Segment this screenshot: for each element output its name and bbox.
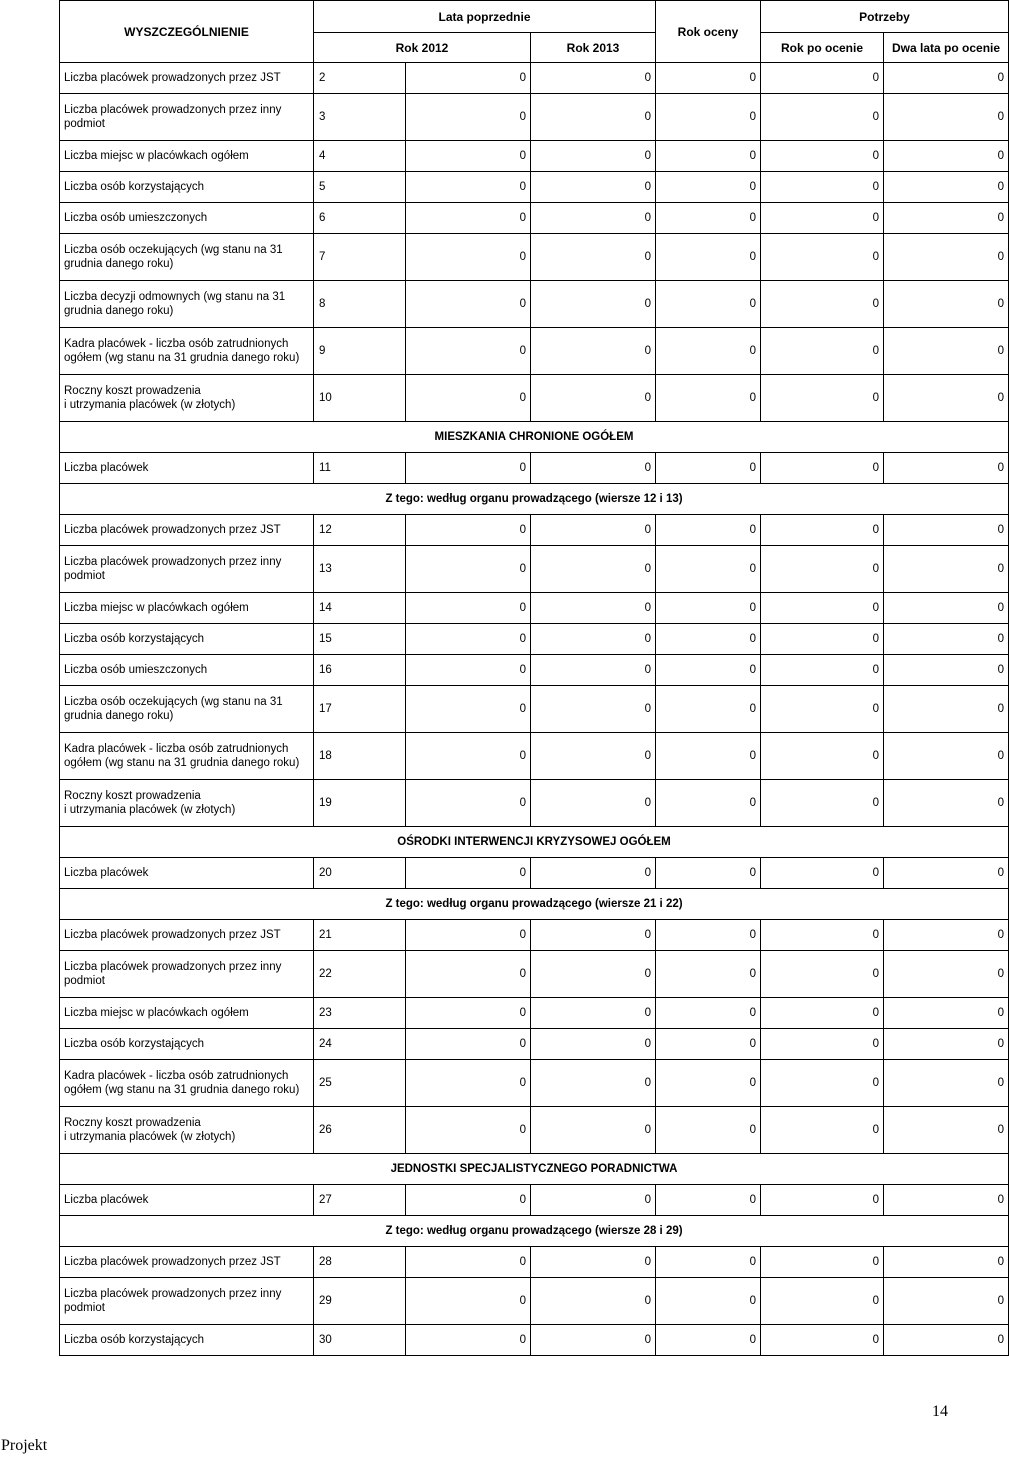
section-row [60, 1216, 1009, 1247]
row-value: 0 [884, 203, 1009, 234]
row-value: 0 [531, 686, 656, 733]
row-value: 0 [406, 624, 531, 655]
row-value: 0 [884, 780, 1009, 827]
section-row [60, 889, 1009, 920]
row-value: 0 [761, 63, 884, 94]
row-label: Liczba miejsc w placówkach ogółem [60, 593, 314, 624]
row-value: 0 [531, 624, 656, 655]
row-value: 0 [884, 375, 1009, 422]
row-number: 22 [314, 951, 406, 998]
row-value: 0 [761, 780, 884, 827]
row-value: 0 [531, 453, 656, 484]
row-number: 2 [314, 63, 406, 94]
row-value: 0 [884, 858, 1009, 889]
row-number: 11 [314, 453, 406, 484]
table-row [60, 141, 1009, 172]
header-y2013: Rok 2013 [531, 33, 656, 63]
row-value: 0 [884, 686, 1009, 733]
table-row [60, 780, 1009, 827]
row-value: 0 [656, 951, 761, 998]
row-value: 0 [406, 1278, 531, 1325]
row-value: 0 [656, 998, 761, 1029]
row-value: 0 [531, 655, 656, 686]
row-number: 9 [314, 328, 406, 375]
row-value: 0 [406, 281, 531, 328]
table-row [60, 1029, 1009, 1060]
row-value: 0 [656, 1029, 761, 1060]
row-value: 0 [406, 951, 531, 998]
row-number: 14 [314, 593, 406, 624]
row-label: Liczba osób korzystających [60, 172, 314, 203]
row-value: 0 [656, 203, 761, 234]
row-value: 0 [656, 655, 761, 686]
table-row [60, 593, 1009, 624]
table-row [60, 624, 1009, 655]
row-value: 0 [761, 593, 884, 624]
row-value: 0 [761, 624, 884, 655]
row-label: Kadra placówek - liczba osób zatrudnionych ogółem (wg stanu na 31 grudnia danego roku) [60, 733, 314, 780]
row-value: 0 [406, 328, 531, 375]
row-value: 0 [406, 546, 531, 593]
row-value: 0 [406, 515, 531, 546]
section-title: JEDNOSTKI SPECJALISTYCZNEGO PORADNICTWA [60, 1154, 1009, 1185]
row-value: 0 [884, 951, 1009, 998]
table-row [60, 686, 1009, 733]
row-value: 0 [531, 1325, 656, 1356]
row-value: 0 [884, 63, 1009, 94]
row-value: 0 [531, 858, 656, 889]
row-number: 24 [314, 1029, 406, 1060]
row-value: 0 [656, 234, 761, 281]
row-value: 0 [531, 375, 656, 422]
row-value: 0 [406, 141, 531, 172]
row-label: Liczba placówek prowadzonych przez JST [60, 515, 314, 546]
row-value: 0 [761, 141, 884, 172]
row-value: 0 [406, 593, 531, 624]
row-value: 0 [531, 593, 656, 624]
table-row [60, 858, 1009, 889]
row-value: 0 [531, 172, 656, 203]
table-row [60, 1060, 1009, 1107]
row-value: 0 [884, 141, 1009, 172]
row-value: 0 [761, 998, 884, 1029]
row-label: Liczba placówek prowadzonych przez JST [60, 1247, 314, 1278]
row-number: 4 [314, 141, 406, 172]
row-value: 0 [884, 1247, 1009, 1278]
row-value: 0 [531, 951, 656, 998]
row-value: 0 [884, 515, 1009, 546]
row-value: 0 [656, 328, 761, 375]
row-label: Roczny koszt prowadzenia i utrzymania placówek (w złotych) [60, 1107, 314, 1154]
table-row [60, 998, 1009, 1029]
table-row [60, 1278, 1009, 1325]
row-value: 0 [656, 141, 761, 172]
table-row [60, 655, 1009, 686]
row-label: Liczba placówek prowadzonych przez JST [60, 63, 314, 94]
row-value: 0 [406, 203, 531, 234]
row-label: Kadra placówek - liczba osób zatrudnionych ogółem (wg stanu na 31 grudnia danego roku) [60, 1060, 314, 1107]
row-label: Roczny koszt prowadzenia i utrzymania placówek (w złotych) [60, 375, 314, 422]
row-value: 0 [884, 733, 1009, 780]
row-value: 0 [884, 624, 1009, 655]
table-row [60, 94, 1009, 141]
row-number: 10 [314, 375, 406, 422]
row-value: 0 [884, 998, 1009, 1029]
row-value: 0 [531, 1185, 656, 1216]
row-value: 0 [531, 94, 656, 141]
row-value: 0 [656, 1107, 761, 1154]
row-value: 0 [406, 453, 531, 484]
row-value: 0 [531, 281, 656, 328]
row-value: 0 [884, 920, 1009, 951]
header-prev-years: Lata poprzednie [314, 1, 656, 33]
row-number: 20 [314, 858, 406, 889]
row-value: 0 [531, 141, 656, 172]
section-title: Z tego: według organu prowadzącego (wiersze 21 i 22) [60, 889, 1009, 920]
row-number: 23 [314, 998, 406, 1029]
row-label: Liczba miejsc w placówkach ogółem [60, 141, 314, 172]
row-value: 0 [761, 1278, 884, 1325]
row-value: 0 [656, 375, 761, 422]
row-value: 0 [761, 172, 884, 203]
row-label: Liczba osób korzystających [60, 624, 314, 655]
row-number: 3 [314, 94, 406, 141]
row-label: Kadra placówek - liczba osób zatrudnionych ogółem (wg stanu na 31 grudnia danego roku) [60, 328, 314, 375]
row-value: 0 [406, 375, 531, 422]
section-row [60, 1154, 1009, 1185]
row-value: 0 [406, 1107, 531, 1154]
table-row [60, 234, 1009, 281]
row-value: 0 [761, 328, 884, 375]
row-value: 0 [761, 1185, 884, 1216]
row-value: 0 [406, 920, 531, 951]
row-number: 21 [314, 920, 406, 951]
table-row [60, 1185, 1009, 1216]
row-value: 0 [531, 1278, 656, 1325]
row-value: 0 [884, 1185, 1009, 1216]
row-value: 0 [884, 453, 1009, 484]
row-value: 0 [761, 94, 884, 141]
footer-label: Projekt [1, 1437, 48, 1454]
row-value: 0 [656, 94, 761, 141]
row-number: 25 [314, 1060, 406, 1107]
row-value: 0 [761, 234, 884, 281]
row-value: 0 [761, 203, 884, 234]
row-label: Liczba placówek [60, 858, 314, 889]
row-value: 0 [761, 453, 884, 484]
table-row [60, 920, 1009, 951]
row-value: 0 [406, 655, 531, 686]
header-year-eval: Rok oceny [656, 1, 761, 63]
table-row [60, 203, 1009, 234]
table-row [60, 172, 1009, 203]
row-value: 0 [656, 780, 761, 827]
table-row [60, 375, 1009, 422]
row-value: 0 [406, 234, 531, 281]
table-row [60, 733, 1009, 780]
row-value: 0 [531, 328, 656, 375]
row-value: 0 [761, 655, 884, 686]
row-value: 0 [761, 858, 884, 889]
row-value: 0 [406, 733, 531, 780]
row-label: Roczny koszt prowadzenia i utrzymania placówek (w złotych) [60, 780, 314, 827]
row-label: Liczba decyzji odmownych (wg stanu na 31 grudnia danego roku) [60, 281, 314, 328]
row-value: 0 [531, 998, 656, 1029]
table-row [60, 281, 1009, 328]
statistics-table [59, 0, 1009, 1356]
row-value: 0 [884, 655, 1009, 686]
row-value: 0 [406, 172, 531, 203]
row-number: 30 [314, 1325, 406, 1356]
row-value: 0 [884, 281, 1009, 328]
row-label: Liczba miejsc w placówkach ogółem [60, 998, 314, 1029]
row-value: 0 [761, 375, 884, 422]
row-number: 27 [314, 1185, 406, 1216]
table-row [60, 63, 1009, 94]
header-needs: Potrzeby [761, 1, 1009, 33]
section-row [60, 422, 1009, 453]
row-value: 0 [656, 686, 761, 733]
row-value: 0 [531, 733, 656, 780]
row-value: 0 [406, 94, 531, 141]
header-spec: WYSZCZEGÓLNIENIE [60, 1, 314, 63]
row-value: 0 [884, 1029, 1009, 1060]
row-value: 0 [761, 1029, 884, 1060]
row-value: 0 [656, 453, 761, 484]
row-value: 0 [656, 281, 761, 328]
row-number: 29 [314, 1278, 406, 1325]
section-title: OŚRODKI INTERWENCJI KRYZYSOWEJ OGÓŁEM [60, 827, 1009, 858]
section-title: Z tego: według organu prowadzącego (wiersze 12 i 13) [60, 484, 1009, 515]
row-value: 0 [884, 94, 1009, 141]
row-value: 0 [761, 686, 884, 733]
row-number: 6 [314, 203, 406, 234]
row-value: 0 [406, 63, 531, 94]
table-row [60, 453, 1009, 484]
row-value: 0 [884, 234, 1009, 281]
row-value: 0 [656, 1247, 761, 1278]
row-value: 0 [656, 1060, 761, 1107]
row-value: 0 [761, 1107, 884, 1154]
row-value: 0 [656, 624, 761, 655]
row-value: 0 [884, 593, 1009, 624]
row-number: 13 [314, 546, 406, 593]
row-value: 0 [406, 998, 531, 1029]
page-number: 14 [932, 1403, 948, 1420]
row-value: 0 [531, 234, 656, 281]
row-value: 0 [406, 1029, 531, 1060]
table-row [60, 1247, 1009, 1278]
header-two-years: Dwa lata po ocenie [884, 33, 1009, 63]
row-value: 0 [531, 515, 656, 546]
row-label: Liczba osób oczekujących (wg stanu na 31 grudnia danego roku) [60, 234, 314, 281]
row-value: 0 [761, 546, 884, 593]
row-number: 15 [314, 624, 406, 655]
row-value: 0 [406, 1247, 531, 1278]
row-value: 0 [406, 858, 531, 889]
row-label: Liczba placówek prowadzonych przez inny podmiot [60, 951, 314, 998]
row-value: 0 [884, 172, 1009, 203]
row-value: 0 [656, 733, 761, 780]
table-row [60, 515, 1009, 546]
table-row [60, 1107, 1009, 1154]
row-value: 0 [531, 1107, 656, 1154]
row-number: 26 [314, 1107, 406, 1154]
table-row [60, 546, 1009, 593]
row-value: 0 [406, 1185, 531, 1216]
row-value: 0 [406, 780, 531, 827]
table-row [60, 328, 1009, 375]
row-number: 12 [314, 515, 406, 546]
row-label: Liczba placówek prowadzonych przez inny podmiot [60, 1278, 314, 1325]
row-value: 0 [406, 1325, 531, 1356]
row-number: 28 [314, 1247, 406, 1278]
row-value: 0 [884, 1325, 1009, 1356]
row-number: 18 [314, 733, 406, 780]
row-value: 0 [761, 281, 884, 328]
row-value: 0 [884, 546, 1009, 593]
row-value: 0 [761, 1060, 884, 1107]
table-header [60, 1, 1009, 63]
row-value: 0 [531, 920, 656, 951]
section-title: Z tego: według organu prowadzącego (wiersze 28 i 29) [60, 1216, 1009, 1247]
table-body [60, 63, 1009, 1356]
table-row [60, 951, 1009, 998]
row-value: 0 [656, 593, 761, 624]
row-value: 0 [656, 515, 761, 546]
section-row [60, 827, 1009, 858]
row-value: 0 [406, 1060, 531, 1107]
section-row [60, 484, 1009, 515]
row-value: 0 [656, 1278, 761, 1325]
row-number: 17 [314, 686, 406, 733]
row-label: Liczba osób oczekujących (wg stanu na 31 grudnia danego roku) [60, 686, 314, 733]
row-number: 16 [314, 655, 406, 686]
header-after-eval: Rok po ocenie [761, 33, 884, 63]
row-label: Liczba osób umieszczonych [60, 655, 314, 686]
header-y2012: Rok 2012 [314, 33, 531, 63]
row-value: 0 [761, 515, 884, 546]
row-value: 0 [531, 546, 656, 593]
row-number: 19 [314, 780, 406, 827]
row-label: Liczba osób korzystających [60, 1325, 314, 1356]
row-value: 0 [656, 920, 761, 951]
row-value: 0 [531, 203, 656, 234]
row-value: 0 [761, 733, 884, 780]
row-value: 0 [531, 1247, 656, 1278]
row-label: Liczba osób umieszczonych [60, 203, 314, 234]
row-value: 0 [531, 63, 656, 94]
row-label: Liczba osób korzystających [60, 1029, 314, 1060]
row-value: 0 [531, 1060, 656, 1107]
row-value: 0 [656, 858, 761, 889]
row-value: 0 [531, 1029, 656, 1060]
row-value: 0 [761, 1247, 884, 1278]
row-number: 5 [314, 172, 406, 203]
row-label: Liczba placówek [60, 453, 314, 484]
row-label: Liczba placówek prowadzonych przez JST [60, 920, 314, 951]
row-value: 0 [884, 1107, 1009, 1154]
row-value: 0 [656, 172, 761, 203]
row-number: 7 [314, 234, 406, 281]
row-value: 0 [884, 1278, 1009, 1325]
row-value: 0 [531, 780, 656, 827]
row-value: 0 [761, 920, 884, 951]
section-title: MIESZKANIA CHRONIONE OGÓŁEM [60, 422, 1009, 453]
row-value: 0 [656, 1325, 761, 1356]
row-value: 0 [884, 328, 1009, 375]
row-value: 0 [761, 1325, 884, 1356]
row-number: 8 [314, 281, 406, 328]
row-value: 0 [761, 951, 884, 998]
row-label: Liczba placówek [60, 1185, 314, 1216]
row-value: 0 [406, 686, 531, 733]
row-value: 0 [884, 1060, 1009, 1107]
row-label: Liczba placówek prowadzonych przez inny podmiot [60, 546, 314, 593]
row-value: 0 [656, 546, 761, 593]
row-value: 0 [656, 63, 761, 94]
row-value: 0 [656, 1185, 761, 1216]
table-row [60, 1325, 1009, 1356]
row-label: Liczba placówek prowadzonych przez inny podmiot [60, 94, 314, 141]
